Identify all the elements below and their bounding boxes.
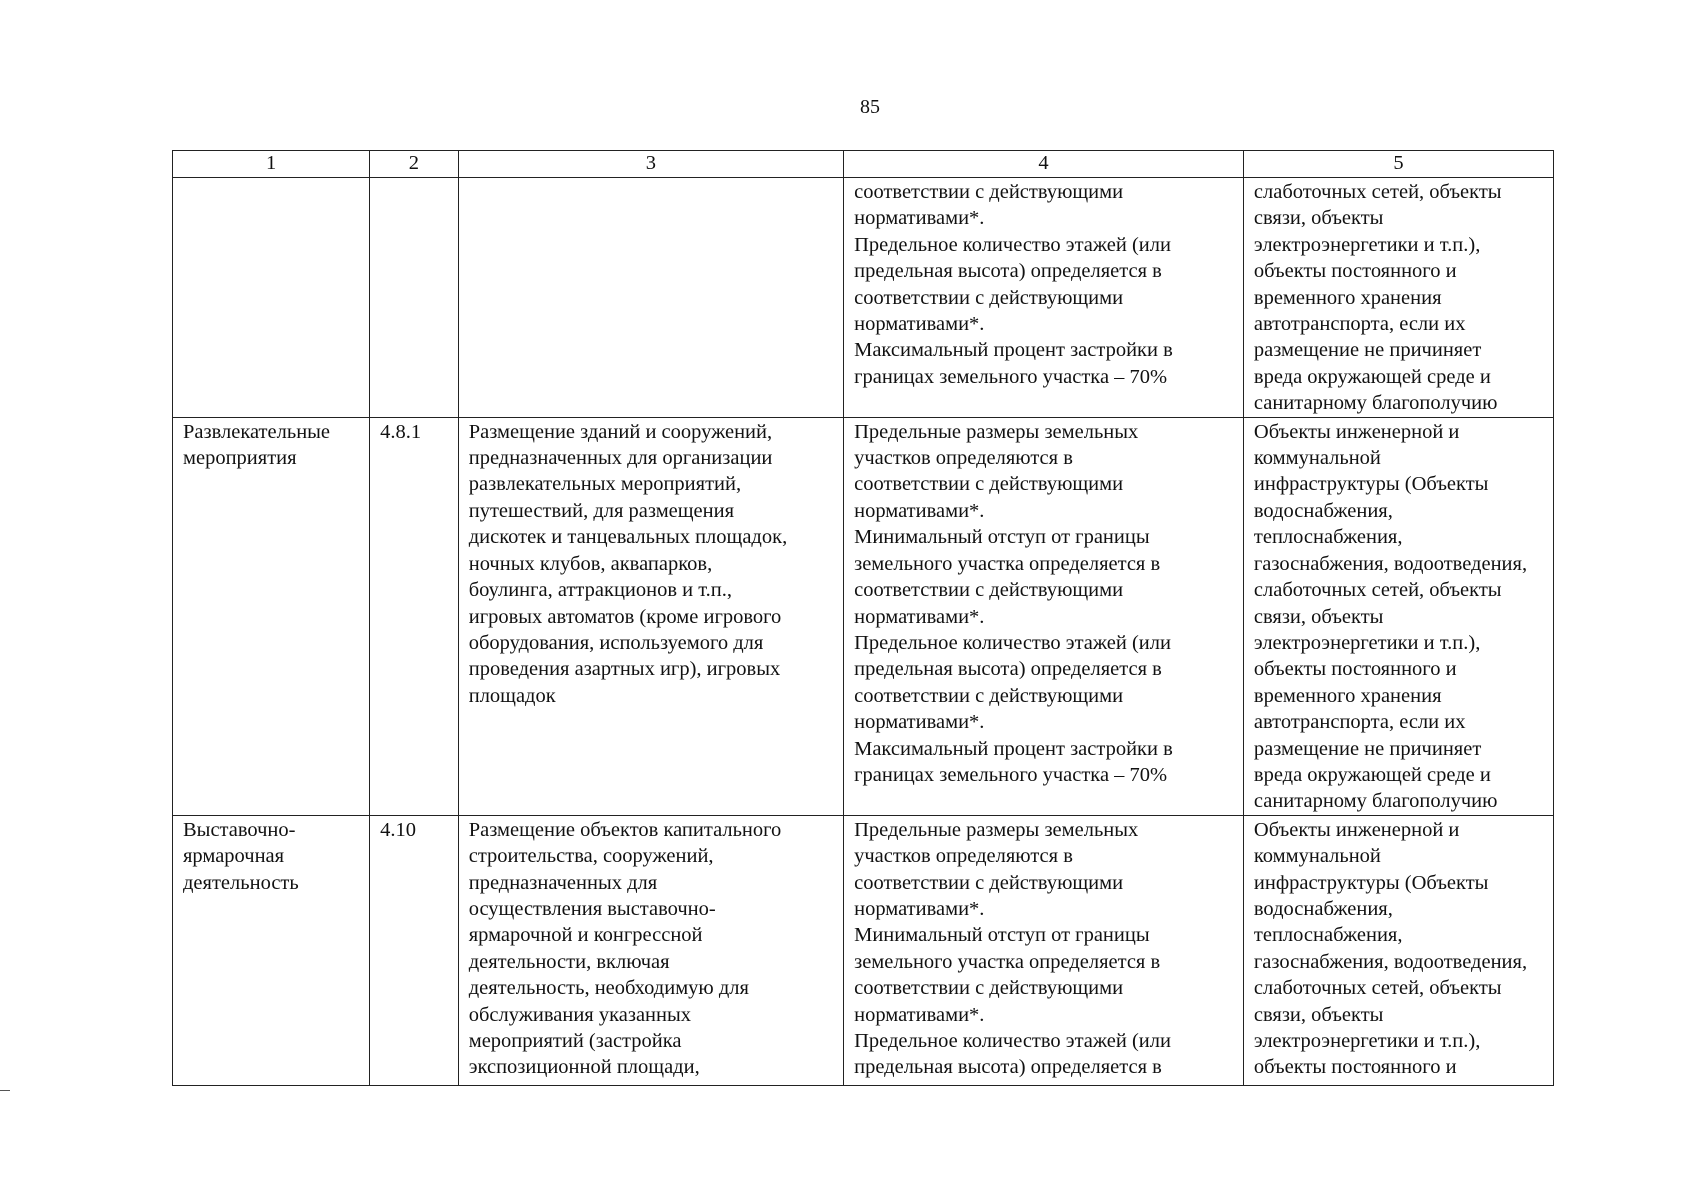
text-line: игровых автоматов (кроме игрового [468,605,782,628]
text-line: соответствии с действующими [854,977,1124,1000]
text-line: нормативами*. [854,1003,985,1026]
text-line: Объекты инженерной и [1253,420,1460,443]
text-line: Минимальный отступ от границы [854,924,1150,947]
table-row [173,815,1554,1085]
text-line: мероприятия [183,447,297,470]
text-line: деятельность [183,871,299,894]
text-line: соответствии с действующими [854,473,1124,496]
page-number: 85 [860,96,880,118]
text-line: Предельные размеры земельных [854,818,1139,841]
text-line: Предельное количество этажей (или [854,1030,1171,1052]
text-line: обслуживания указанных [468,1003,692,1026]
cell-name [173,815,370,1085]
text-line: инфраструктуры (Объекты [1253,473,1489,496]
text-line: Максимальный процент застройки в [854,339,1173,362]
text-line: соответствии с действующими [854,871,1124,894]
text-line: объекты постоянного и [1253,1056,1457,1079]
text-line: объекты постоянного и [1253,658,1457,681]
text-line: ночных клубов, аквапарков, [468,552,713,575]
cell-code: 4.10 [370,815,459,1085]
text-line: нормативами*. [854,499,985,522]
text-line: инфраструктуры (Объекты [1253,871,1489,894]
text-line: предельная высота) определяется в [854,1056,1162,1079]
text-line: временного хранения [1253,286,1442,309]
land-use-table [172,150,1554,1086]
text-line: соответствии с действующими [854,181,1124,203]
text-line: газоснабжения, водоотведения, [1253,950,1528,973]
text-line: осуществления выставочно- [468,897,716,920]
text-line: электроэнергетики и т.п.), [1253,1030,1481,1052]
text-line: предельная высота) определяется в [854,260,1162,283]
column-header-3: 3 [458,151,843,178]
column-header-5: 5 [1243,151,1553,178]
cell-parameters [844,417,1244,815]
text-line: слаботочных сетей, объекты [1253,579,1502,602]
text-line: предельная высота) определяется в [854,658,1162,681]
text-line: автотранспорта, если их [1253,711,1466,734]
text-line: Предельное количество этажей (или [854,631,1171,654]
text-line: площадок [468,684,556,707]
text-line: Предельное количество этажей (или [854,233,1171,256]
text-line: размещение не причиняет [1253,339,1482,362]
text-line: вреда окружающей среде и [1253,365,1491,388]
cell-auxiliary [1243,178,1553,418]
text-line: Размещение зданий и сооружений, [468,420,773,443]
cell-name [173,178,370,418]
text-line: временного хранения [1253,684,1442,707]
text-line: слаботочных сетей, объекты [1253,977,1502,1000]
text-line: электроэнергетики и т.п.), [1253,233,1481,256]
text-line: водоснабжения, [1253,897,1393,920]
text-line: участков определяются в [854,447,1073,470]
cell-parameters [844,815,1244,1085]
text-line: соответствии с действующими [854,286,1124,309]
text-line: слаботочных сетей, объекты [1253,181,1502,203]
text-line: Максимальный процент застройки в [854,737,1173,760]
text-line: земельного участка определяется в [854,552,1161,575]
text-line: Развлекательные [183,420,331,443]
cell-parameters [844,178,1244,418]
text-line: нормативами*. [854,313,985,336]
table-row [173,178,1554,418]
text-line: объекты постоянного и [1253,260,1457,283]
text-line: Размещение объектов капитального [468,818,782,841]
text-line: границах земельного участка – 70% [854,365,1168,388]
cell-description [458,815,843,1085]
text-line: дискотек и танцевальных площадок, [468,526,788,549]
text-line: путешествий, для размещения [468,499,735,522]
cell-description [458,178,843,418]
text-line: санитарному благополучию [1253,392,1498,415]
text-line: водоснабжения, [1253,499,1393,522]
text-line: газоснабжения, водоотведения, [1253,552,1528,575]
text-line: деятельность, необходимую для [468,977,749,1000]
text-line: коммунальной [1253,447,1381,470]
cell-name [173,417,370,815]
text-line: деятельности, включая [468,950,670,973]
column-header-1: 1 [173,151,370,178]
text-line: коммунальной [1253,845,1381,868]
cell-auxiliary [1243,417,1553,815]
text-line: нормативами*. [854,605,985,628]
text-line: развлекательных мероприятий, [468,473,742,496]
text-line: электроэнергетики и т.п.), [1253,631,1481,654]
text-line: автотранспорта, если их [1253,313,1466,336]
text-line: теплоснабжения, [1253,924,1403,947]
text-line: мероприятий (застройка [468,1030,682,1052]
text-line: Минимальный отступ от границы [854,526,1150,549]
text-line: земельного участка определяется в [854,950,1161,973]
text-line: ярмарочная [183,845,285,868]
cell-description [458,417,843,815]
text-line: связи, объекты [1253,207,1384,230]
text-line: границах земельного участка – 70% [854,763,1168,786]
text-line: участков определяются в [854,845,1073,868]
text-line: боулинга, аттракционов и т.п., [468,579,733,602]
text-line: связи, объекты [1253,605,1384,628]
text-line: нормативами*. [854,711,985,734]
text-line: строительства, сооружений, [468,845,714,868]
text-line: Выставочно- [183,818,296,841]
text-line: соответствии с действующими [854,684,1124,707]
text-line: соответствии с действующими [854,579,1124,602]
cell-code: 4.8.1 [370,417,459,815]
text-line: ярмарочной и конгрессной [468,924,703,947]
text-line: предназначенных для организации [468,447,773,470]
text-line: теплоснабжения, [1253,526,1403,549]
text-line: экспозиционной площади, [468,1056,700,1079]
text-line: проведения азартных игр), игровых [468,658,781,681]
cell-code [370,178,459,418]
text-line: размещение не причиняет [1253,737,1482,760]
text-line: связи, объекты [1253,1003,1384,1026]
column-header-2: 2 [370,151,459,178]
margin-mark [0,1090,10,1091]
text-line: Объекты инженерной и [1253,818,1460,841]
text-line: вреда окружающей среде и [1253,763,1491,786]
text-line: нормативами*. [854,897,985,920]
text-line: Предельные размеры земельных [854,420,1139,443]
table-row [173,417,1554,815]
text-line: нормативами*. [854,207,985,230]
cell-auxiliary [1243,815,1553,1085]
text-line: предназначенных для [468,871,658,894]
table-header-row [173,151,1554,178]
text-line: санитарному благополучию [1253,790,1498,813]
column-header-4: 4 [844,151,1244,178]
text-line: оборудования, используемого для [468,631,764,654]
